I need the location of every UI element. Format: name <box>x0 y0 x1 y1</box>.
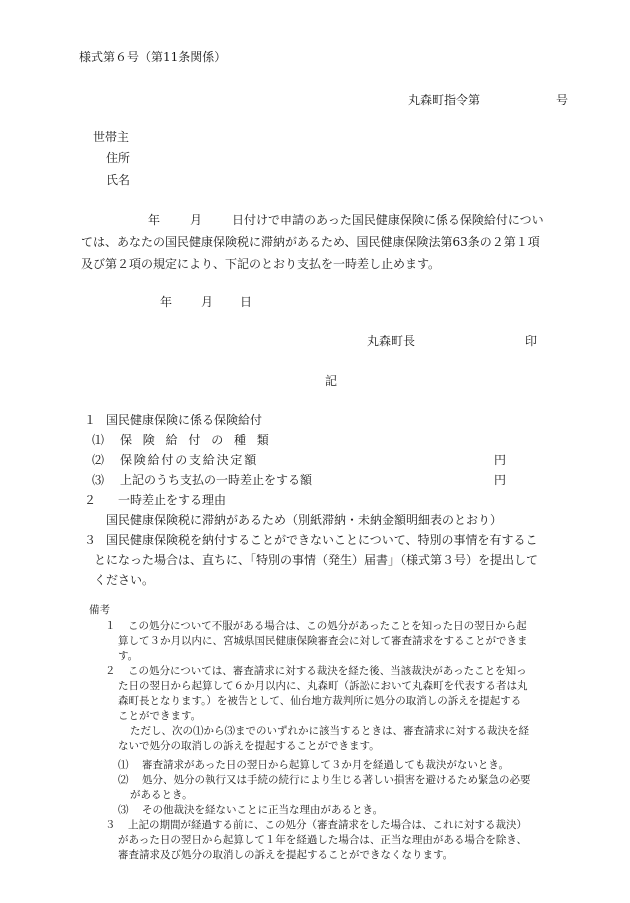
item1-text: 国民健康保険に係る保険給付 <box>106 413 263 427</box>
note1-number: １ <box>105 620 116 632</box>
recipient-address-label: 住所 <box>106 151 131 165</box>
note3-line3: 審査請求及び処分の取消しの訴えを提起することができなくなります。 <box>118 849 454 861</box>
form-label: 様式第６号（第11条関係） <box>79 50 227 64</box>
body-line3: 及び第２項の規定により、下記のとおり支払を一時差し止めます。 <box>81 257 441 271</box>
reference-number-suffix: 号 <box>556 93 569 107</box>
note2-c2-line2: があるとき。 <box>130 789 193 801</box>
date-year: 年 <box>160 295 173 309</box>
body-year: 年 <box>148 213 161 227</box>
issuer-seal: 印 <box>525 334 538 348</box>
sub2-number: ⑵ <box>92 453 105 467</box>
note1-line3: す。 <box>118 650 139 662</box>
note2-c3-number: ⑶ <box>118 804 129 816</box>
item3-line1: 国民健康保険税を納付することができないことについて、特別の事情を有するこ <box>106 533 538 547</box>
note2-c3-text: その他裁決を経ないことに正当な理由があるとき。 <box>142 804 384 816</box>
item3-number: ３ <box>84 533 97 547</box>
sub2-text: 保険給付の支給決定額 <box>120 453 259 467</box>
note2-line3: 森町長となります。）を被告として、仙台地方裁判所に処分の取消しの訴えを提起する <box>118 695 522 707</box>
note2-line4: ことができます。 <box>118 710 202 722</box>
note3-line1: 上記の期間が経過する前に、この処分（審査請求をした場合は、これに対する裁決） <box>128 819 527 831</box>
body-line1: 日付けで申請のあった国民健康保険に係る保険給付につい <box>232 213 544 227</box>
recipient-head-label: 世帯主 <box>93 130 130 144</box>
body-line2: ては、あなたの国民健康保険税に滞納があるため、国民健康保険法第63条の２第１項 <box>81 235 540 249</box>
body-month: 月 <box>190 213 203 227</box>
recipient-name-label: 氏名 <box>106 173 131 187</box>
sub3-unit: 円 <box>494 473 507 487</box>
sub2-unit: 円 <box>494 453 507 467</box>
sub1-number: ⑴ <box>92 433 105 447</box>
sub3-text: 上記のうち支払の一時差止をする額 <box>120 473 313 487</box>
item2-reason: 国民健康保険税に滞納があるため（別紙滞納・未納金額明細表のとおり） <box>106 513 503 527</box>
item3-line2: とになった場合は、直ちに、「特別の事情（発生）届書」（様式第３号）を提出して <box>94 553 539 567</box>
note1-line1: この処分について不服がある場合は、この処分があったことを知った日の翌日から起 <box>128 620 527 632</box>
note2-line5: ただし、次の⑴から⑶までのいずれかに該当するときは、審査請求に対する裁決を経 <box>130 725 529 737</box>
note2-line2: た日の翌日から起算して６か月以内に、丸森町（訴訟において丸森町を代表する者は丸 <box>118 680 528 692</box>
date-month: 月 <box>201 295 214 309</box>
item2-text: 一時差止をする理由 <box>118 493 227 507</box>
issuer-title: 丸森町長 <box>367 334 416 348</box>
note2-c1-number: ⑴ <box>118 759 129 771</box>
note3-line2: があった日の翌日から起算して１年を経過した場合は、正当な理由がある場合を除き、 <box>118 834 527 846</box>
item1-number: １ <box>84 413 97 427</box>
notes-heading: 備考 <box>89 604 110 616</box>
ki-heading: 記 <box>325 374 338 388</box>
note3-number: ３ <box>105 819 116 831</box>
date-day: 日 <box>240 295 253 309</box>
sub3-number: ⑶ <box>92 473 105 487</box>
note2-c2-number: ⑵ <box>118 774 129 786</box>
note2-number: ２ <box>105 665 116 677</box>
note2-line6: ないで処分の取消しの訴えを提起することができます。 <box>118 740 380 752</box>
note2-line1: この処分については、審査請求に対する裁決を経た後、当該裁決があったことを知っ <box>128 665 527 677</box>
note2-c1-text: 審査請求があった日の翌日から起算して３か月を経過しても裁決がないとき。 <box>142 759 509 771</box>
item2-number: ２ <box>84 493 97 507</box>
sub1-text: 保険給付の種類 <box>120 433 280 447</box>
item3-line3: ください。 <box>94 573 155 587</box>
note1-line2: 算して３か月以内に、宮城県国民健康保険審査会に対して審査請求をすることができま <box>118 635 528 647</box>
note2-c2-line1: 処分、処分の執行又は手続の続行により生じる著しい損害を避けるため緊急の必要 <box>142 774 531 786</box>
reference-number-prefix: 丸森町指令第 <box>408 93 481 107</box>
